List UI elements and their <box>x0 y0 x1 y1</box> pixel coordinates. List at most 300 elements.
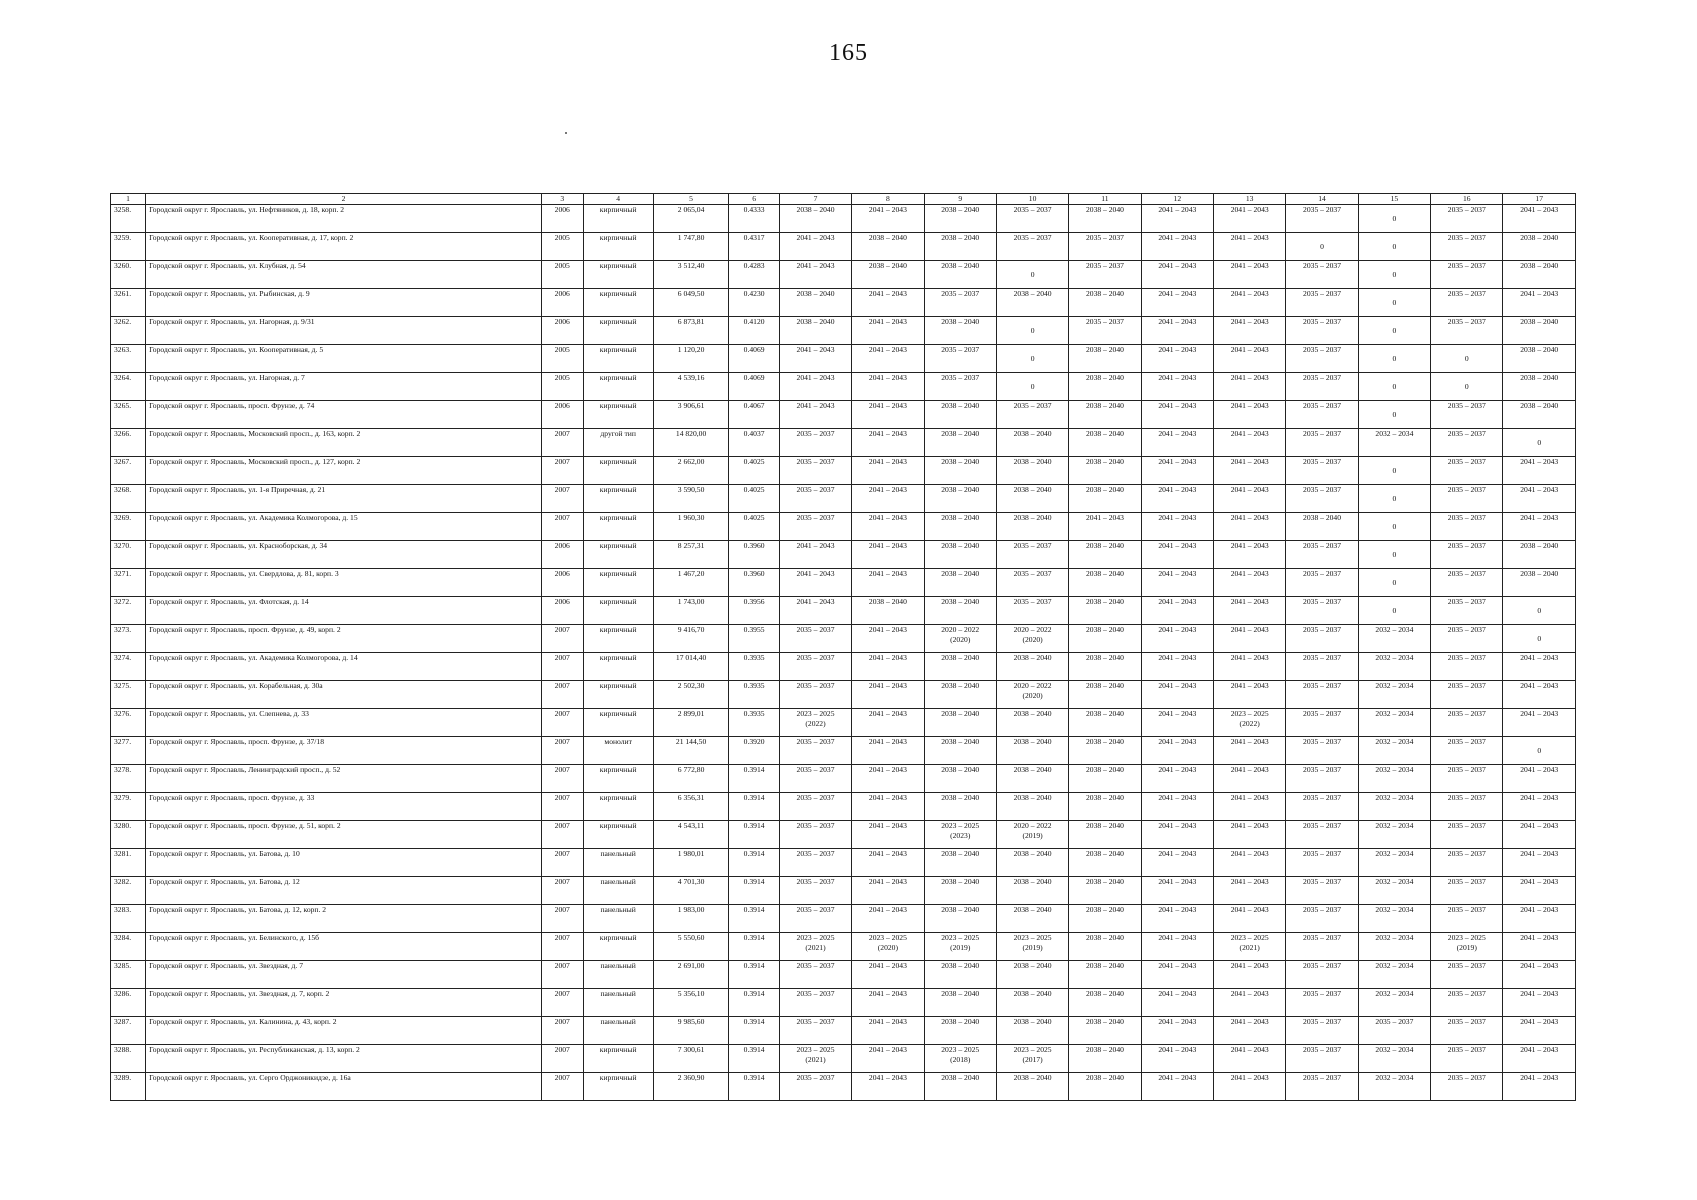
period-col-14-cell: 2035 – 2037 <box>1286 737 1358 765</box>
build-year-cell: 2006 <box>541 289 583 317</box>
period-col-8-cell: 2041 – 2043 <box>852 625 924 653</box>
period-actual-year: (2018) <box>950 1055 971 1064</box>
period-col-15-cell: 0 <box>1358 513 1430 541</box>
period-col-14-cell: 2035 – 2037 <box>1286 401 1358 429</box>
period-col-12-cell: 2041 – 2043 <box>1141 569 1213 597</box>
period-col-14-cell: 2035 – 2037 <box>1286 765 1358 793</box>
wall-material-cell: кирпичный <box>583 289 653 317</box>
period-range: 2020 – 2022 <box>941 625 980 634</box>
ratio-cell: 0.3914 <box>729 821 779 849</box>
table-row <box>111 205 1576 233</box>
address-cell: Городской округ г. Ярославль, ул. Батова, д. 12, корп. 2 <box>146 905 542 933</box>
period-col-15-cell: 2032 – 2034 <box>1358 905 1430 933</box>
period-range: 2020 – 2022 <box>1013 681 1052 690</box>
period-col-13-cell: 2041 – 2043 <box>1214 849 1286 877</box>
period-col-12-cell: 2041 – 2043 <box>1141 1017 1213 1045</box>
period-col-16-cell: 2035 – 2037 <box>1431 821 1503 849</box>
row-number-cell: 3286. <box>111 989 146 1017</box>
period-col-17-cell: 2041 – 2043 <box>1503 289 1576 317</box>
area-cell: 5 550,60 <box>653 933 729 961</box>
period-col-11-cell: 2038 – 2040 <box>1069 821 1141 849</box>
period-col-9-cell: 2038 – 2040 <box>924 877 996 905</box>
build-year-cell: 2007 <box>541 485 583 513</box>
period-range: 2023 – 2025 <box>1447 933 1486 942</box>
period-col-13-cell: 2041 – 2043 <box>1214 961 1286 989</box>
area-cell: 17 014,40 <box>653 653 729 681</box>
period-col-14-cell: 2035 – 2037 <box>1286 485 1358 513</box>
address-cell: Городской округ г. Ярославль, Ленинградский просп., д. 52 <box>146 765 542 793</box>
period-col-15-cell: 2032 – 2034 <box>1358 653 1430 681</box>
period-col-17-cell: 2041 – 2043 <box>1503 793 1576 821</box>
period-col-15-cell: 2032 – 2034 <box>1358 877 1430 905</box>
period-col-16-cell <box>1431 933 1503 961</box>
period-col-7-cell: 2035 – 2037 <box>779 653 851 681</box>
period-col-10-cell: 2035 – 2037 <box>996 597 1068 625</box>
period-col-16-cell: 2035 – 2037 <box>1431 989 1503 1017</box>
column-header-8: 8 <box>852 194 924 205</box>
build-year-cell: 2007 <box>541 793 583 821</box>
area-cell: 14 820,00 <box>653 429 729 457</box>
period-col-9-cell <box>924 933 996 961</box>
wall-material-cell: панельный <box>583 877 653 905</box>
period-col-13-cell: 2041 – 2043 <box>1214 317 1286 345</box>
area-cell: 6 356,31 <box>653 793 729 821</box>
period-col-16-cell: 2035 – 2037 <box>1431 793 1503 821</box>
period-col-15-cell: 0 <box>1358 541 1430 569</box>
period-col-10-cell: 2038 – 2040 <box>996 793 1068 821</box>
period-col-8-cell: 2041 – 2043 <box>852 205 924 233</box>
column-header-1: 1 <box>111 194 146 205</box>
row-number-cell: 3285. <box>111 961 146 989</box>
ratio-cell: 0.3960 <box>729 541 779 569</box>
period-col-9-cell <box>924 1045 996 1073</box>
table-row <box>111 401 1576 429</box>
area-cell: 1 983,00 <box>653 905 729 933</box>
row-number-cell: 3274. <box>111 653 146 681</box>
period-col-9-cell: 2035 – 2037 <box>924 345 996 373</box>
period-col-8-cell: 2041 – 2043 <box>852 681 924 709</box>
row-number-cell: 3278. <box>111 765 146 793</box>
column-header-5: 5 <box>653 194 729 205</box>
wall-material-cell: кирпичный <box>583 261 653 289</box>
period-col-11-cell: 2038 – 2040 <box>1069 653 1141 681</box>
period-col-15-cell: 0 <box>1358 569 1430 597</box>
period-col-11-cell: 2038 – 2040 <box>1069 765 1141 793</box>
ratio-cell: 0.4067 <box>729 401 779 429</box>
period-col-16-cell: 2035 – 2037 <box>1431 1045 1503 1073</box>
period-col-16-cell: 2035 – 2037 <box>1431 513 1503 541</box>
period-col-8-cell: 2041 – 2043 <box>852 429 924 457</box>
period-col-14-cell: 2035 – 2037 <box>1286 373 1358 401</box>
table-row <box>111 345 1576 373</box>
period-col-9-cell: 2038 – 2040 <box>924 541 996 569</box>
table-row <box>111 1017 1576 1045</box>
address-cell: Городской округ г. Ярославль, ул. Батова, д. 12 <box>146 877 542 905</box>
build-year-cell: 2007 <box>541 737 583 765</box>
column-header-10: 10 <box>996 194 1068 205</box>
period-col-17-cell: 2041 – 2043 <box>1503 877 1576 905</box>
build-year-cell: 2007 <box>541 933 583 961</box>
period-actual-year: (2019) <box>1456 943 1477 952</box>
period-range: 2023 – 2025 <box>868 933 907 942</box>
build-year-cell: 2007 <box>541 821 583 849</box>
period-col-17-cell: 2038 – 2040 <box>1503 373 1576 401</box>
period-col-11-cell: 2038 – 2040 <box>1069 569 1141 597</box>
wall-material-cell: кирпичный <box>583 485 653 513</box>
period-col-17-cell: 2038 – 2040 <box>1503 541 1576 569</box>
wall-material-cell: кирпичный <box>583 541 653 569</box>
row-number-cell: 3259. <box>111 233 146 261</box>
ratio-cell: 0.3914 <box>729 1073 779 1101</box>
period-col-9-cell: 2038 – 2040 <box>924 233 996 261</box>
period-col-10-cell: 2038 – 2040 <box>996 513 1068 541</box>
period-col-12-cell: 2041 – 2043 <box>1141 289 1213 317</box>
period-col-7-cell: 2035 – 2037 <box>779 793 851 821</box>
row-number-cell: 3281. <box>111 849 146 877</box>
period-col-10-cell: 2038 – 2040 <box>996 1017 1068 1045</box>
build-year-cell: 2007 <box>541 1045 583 1073</box>
wall-material-cell: кирпичный <box>583 457 653 485</box>
period-col-17-cell: 2041 – 2043 <box>1503 681 1576 709</box>
period-col-16-cell: 2035 – 2037 <box>1431 569 1503 597</box>
period-col-15-cell: 2032 – 2034 <box>1358 737 1430 765</box>
table-body <box>111 205 1576 1101</box>
period-col-9-cell: 2038 – 2040 <box>924 1017 996 1045</box>
build-year-cell: 2007 <box>541 877 583 905</box>
wall-material-cell: кирпичный <box>583 513 653 541</box>
table-row <box>111 513 1576 541</box>
period-col-8-cell: 2041 – 2043 <box>852 401 924 429</box>
period-col-8-cell: 2041 – 2043 <box>852 821 924 849</box>
period-col-7-cell: 2035 – 2037 <box>779 1017 851 1045</box>
period-col-10-cell: 0 <box>996 345 1068 373</box>
period-col-17-cell: 2038 – 2040 <box>1503 345 1576 373</box>
period-col-8-cell: 2041 – 2043 <box>852 513 924 541</box>
period-col-12-cell: 2041 – 2043 <box>1141 765 1213 793</box>
period-col-7-cell <box>779 933 851 961</box>
period-col-9-cell: 2038 – 2040 <box>924 961 996 989</box>
period-col-8-cell: 2041 – 2043 <box>852 849 924 877</box>
period-col-14-cell: 2035 – 2037 <box>1286 457 1358 485</box>
period-col-15-cell: 2032 – 2034 <box>1358 681 1430 709</box>
period-col-9-cell: 2038 – 2040 <box>924 989 996 1017</box>
period-col-7-cell: 2035 – 2037 <box>779 737 851 765</box>
build-year-cell: 2007 <box>541 1017 583 1045</box>
address-cell: Городской округ г. Ярославль, ул. Свердлова, д. 81, корп. 3 <box>146 569 542 597</box>
period-col-7-cell <box>779 709 851 737</box>
period-col-14-cell: 2035 – 2037 <box>1286 261 1358 289</box>
period-col-8-cell: 2038 – 2040 <box>852 597 924 625</box>
period-col-7-cell: 2038 – 2040 <box>779 289 851 317</box>
period-col-13-cell: 2041 – 2043 <box>1214 793 1286 821</box>
build-year-cell: 2007 <box>541 765 583 793</box>
period-col-15-cell: 0 <box>1358 401 1430 429</box>
period-col-12-cell: 2041 – 2043 <box>1141 933 1213 961</box>
column-number-row <box>111 194 1576 205</box>
wall-material-cell: панельный <box>583 961 653 989</box>
period-actual-year: (2021) <box>805 943 826 952</box>
wall-material-cell: кирпичный <box>583 709 653 737</box>
period-col-11-cell: 2038 – 2040 <box>1069 737 1141 765</box>
period-col-7-cell: 2035 – 2037 <box>779 485 851 513</box>
period-col-9-cell: 2038 – 2040 <box>924 429 996 457</box>
area-cell: 3 906,61 <box>653 401 729 429</box>
period-col-8-cell: 2041 – 2043 <box>852 1017 924 1045</box>
build-year-cell: 2007 <box>541 989 583 1017</box>
address-cell: Городской округ г. Ярославль, ул. Кооперативная, д. 5 <box>146 345 542 373</box>
area-cell: 6 772,80 <box>653 765 729 793</box>
period-col-7-cell: 2038 – 2040 <box>779 317 851 345</box>
table-row <box>111 877 1576 905</box>
period-col-9-cell: 2038 – 2040 <box>924 317 996 345</box>
period-col-13-cell <box>1214 933 1286 961</box>
address-cell: Городской округ г. Ярославль, ул. Батова, д. 10 <box>146 849 542 877</box>
wall-material-cell: кирпичный <box>583 401 653 429</box>
period-actual-year: (2019) <box>1022 943 1043 952</box>
period-col-13-cell: 2041 – 2043 <box>1214 233 1286 261</box>
period-col-16-cell: 2035 – 2037 <box>1431 457 1503 485</box>
period-col-7-cell <box>779 1045 851 1073</box>
period-col-8-cell: 2041 – 2043 <box>852 793 924 821</box>
period-col-10-cell: 2035 – 2037 <box>996 541 1068 569</box>
period-col-12-cell: 2041 – 2043 <box>1141 401 1213 429</box>
column-header-9: 9 <box>924 194 996 205</box>
period-col-15-cell: 2032 – 2034 <box>1358 1073 1430 1101</box>
build-year-cell: 2007 <box>541 849 583 877</box>
period-actual-year: (2022) <box>805 719 826 728</box>
period-col-10-cell: 0 <box>996 373 1068 401</box>
ratio-cell: 0.3914 <box>729 1017 779 1045</box>
address-cell: Городской округ г. Ярославль, ул. Академика Колмогорова, д. 15 <box>146 513 542 541</box>
address-cell: Городской округ г. Ярославль, просп. Фрунзе, д. 74 <box>146 401 542 429</box>
period-col-16-cell: 2035 – 2037 <box>1431 261 1503 289</box>
period-col-16-cell: 2035 – 2037 <box>1431 877 1503 905</box>
period-col-15-cell: 0 <box>1358 233 1430 261</box>
address-cell: Городской округ г. Ярославль, Московский просп., д. 163, корп. 2 <box>146 429 542 457</box>
period-col-17-cell: 2041 – 2043 <box>1503 457 1576 485</box>
period-range: 2023 – 2025 <box>796 709 835 718</box>
period-col-9-cell: 2038 – 2040 <box>924 653 996 681</box>
period-col-13-cell: 2041 – 2043 <box>1214 457 1286 485</box>
period-range: 2023 – 2025 <box>941 933 980 942</box>
period-col-10-cell: 2038 – 2040 <box>996 989 1068 1017</box>
period-col-15-cell: 0 <box>1358 457 1430 485</box>
build-year-cell: 2007 <box>541 905 583 933</box>
address-cell: Городской округ г. Ярославль, ул. Флотская, д. 14 <box>146 597 542 625</box>
period-col-7-cell: 2035 – 2037 <box>779 821 851 849</box>
ratio-cell: 0.3914 <box>729 1045 779 1073</box>
table-row <box>111 989 1576 1017</box>
table-row <box>111 317 1576 345</box>
address-cell: Городской округ г. Ярославль, ул. Республиканская, д. 13, корп. 2 <box>146 1045 542 1073</box>
period-range: 2023 – 2025 <box>1230 709 1269 718</box>
period-col-8-cell: 2041 – 2043 <box>852 1073 924 1101</box>
period-col-11-cell: 2038 – 2040 <box>1069 961 1141 989</box>
column-header-7: 7 <box>779 194 851 205</box>
period-col-13-cell: 2041 – 2043 <box>1214 821 1286 849</box>
wall-material-cell: кирпичный <box>583 345 653 373</box>
period-col-13-cell: 2041 – 2043 <box>1214 625 1286 653</box>
period-col-12-cell: 2041 – 2043 <box>1141 597 1213 625</box>
period-col-10-cell: 2038 – 2040 <box>996 289 1068 317</box>
area-cell: 4 701,30 <box>653 877 729 905</box>
period-col-13-cell: 2041 – 2043 <box>1214 1045 1286 1073</box>
period-col-13-cell <box>1214 709 1286 737</box>
period-col-17-cell: 2038 – 2040 <box>1503 401 1576 429</box>
area-cell: 21 144,50 <box>653 737 729 765</box>
build-year-cell: 2007 <box>541 1073 583 1101</box>
period-col-15-cell: 0 <box>1358 205 1430 233</box>
period-range: 2023 – 2025 <box>941 1045 980 1054</box>
period-col-9-cell: 2038 – 2040 <box>924 1073 996 1101</box>
address-cell: Городской округ г. Ярославль, ул. Нефтяников, д. 18, корп. 2 <box>146 205 542 233</box>
address-cell: Городской округ г. Ярославль, ул. Красноборская, д. 34 <box>146 541 542 569</box>
area-cell: 1 743,00 <box>653 597 729 625</box>
period-col-14-cell: 2035 – 2037 <box>1286 905 1358 933</box>
period-col-15-cell: 2032 – 2034 <box>1358 625 1430 653</box>
period-col-11-cell: 2038 – 2040 <box>1069 373 1141 401</box>
row-number-cell: 3273. <box>111 625 146 653</box>
period-col-15-cell: 2032 – 2034 <box>1358 1045 1430 1073</box>
area-cell: 6 049,50 <box>653 289 729 317</box>
period-col-10-cell: 2035 – 2037 <box>996 569 1068 597</box>
ratio-cell: 0.4069 <box>729 345 779 373</box>
build-year-cell: 2007 <box>541 709 583 737</box>
period-col-10-cell <box>996 933 1068 961</box>
row-number-cell: 3267. <box>111 457 146 485</box>
period-col-17-cell: 2041 – 2043 <box>1503 1073 1576 1101</box>
column-header-13: 13 <box>1214 194 1286 205</box>
period-col-15-cell: 2035 – 2037 <box>1358 1017 1430 1045</box>
ratio-cell: 0.3914 <box>729 961 779 989</box>
period-col-11-cell: 2041 – 2043 <box>1069 513 1141 541</box>
period-col-12-cell: 2041 – 2043 <box>1141 737 1213 765</box>
period-col-12-cell: 2041 – 2043 <box>1141 821 1213 849</box>
period-col-15-cell: 2032 – 2034 <box>1358 793 1430 821</box>
period-col-8-cell: 2041 – 2043 <box>852 317 924 345</box>
period-col-7-cell: 2041 – 2043 <box>779 261 851 289</box>
period-col-8-cell: 2041 – 2043 <box>852 457 924 485</box>
address-cell: Городской округ г. Ярославль, ул. Серго Орджоникидзе, д. 16а <box>146 1073 542 1101</box>
ratio-cell: 0.4025 <box>729 457 779 485</box>
column-header-11: 11 <box>1069 194 1141 205</box>
period-col-16-cell: 2035 – 2037 <box>1431 541 1503 569</box>
period-col-8-cell: 2041 – 2043 <box>852 289 924 317</box>
period-col-8-cell: 2041 – 2043 <box>852 485 924 513</box>
area-cell: 4 543,11 <box>653 821 729 849</box>
ratio-cell: 0.3914 <box>729 989 779 1017</box>
period-col-11-cell: 2038 – 2040 <box>1069 1073 1141 1101</box>
column-header-2: 2 <box>146 194 542 205</box>
period-col-14-cell: 2035 – 2037 <box>1286 793 1358 821</box>
period-col-11-cell: 2038 – 2040 <box>1069 541 1141 569</box>
period-actual-year: (2021) <box>805 1055 826 1064</box>
period-col-10-cell: 2038 – 2040 <box>996 961 1068 989</box>
period-col-11-cell: 2038 – 2040 <box>1069 205 1141 233</box>
period-col-9-cell: 2038 – 2040 <box>924 905 996 933</box>
period-col-16-cell: 2035 – 2037 <box>1431 709 1503 737</box>
period-col-11-cell: 2038 – 2040 <box>1069 289 1141 317</box>
period-col-10-cell <box>996 821 1068 849</box>
period-col-17-cell: 2041 – 2043 <box>1503 765 1576 793</box>
row-number-cell: 3270. <box>111 541 146 569</box>
period-col-8-cell: 2041 – 2043 <box>852 765 924 793</box>
period-col-16-cell: 2035 – 2037 <box>1431 681 1503 709</box>
area-cell: 7 300,61 <box>653 1045 729 1073</box>
period-col-7-cell: 2035 – 2037 <box>779 1073 851 1101</box>
wall-material-cell: панельный <box>583 849 653 877</box>
row-number-cell: 3269. <box>111 513 146 541</box>
period-col-7-cell: 2035 – 2037 <box>779 849 851 877</box>
period-col-16-cell: 2035 – 2037 <box>1431 625 1503 653</box>
period-col-15-cell: 0 <box>1358 289 1430 317</box>
period-col-14-cell: 2035 – 2037 <box>1286 709 1358 737</box>
period-col-10-cell: 0 <box>996 261 1068 289</box>
period-actual-year: (2019) <box>1022 831 1043 840</box>
table-row <box>111 961 1576 989</box>
period-col-7-cell: 2041 – 2043 <box>779 373 851 401</box>
table-row <box>111 429 1576 457</box>
period-col-17-cell: 2041 – 2043 <box>1503 905 1576 933</box>
period-col-17-cell: 2041 – 2043 <box>1503 513 1576 541</box>
period-col-13-cell: 2041 – 2043 <box>1214 989 1286 1017</box>
area-cell: 5 356,10 <box>653 989 729 1017</box>
address-cell: Городской округ г. Ярославль, ул. Академика Колмогорова, д. 14 <box>146 653 542 681</box>
period-col-9-cell <box>924 821 996 849</box>
period-col-7-cell: 2035 – 2037 <box>779 989 851 1017</box>
period-col-12-cell: 2041 – 2043 <box>1141 625 1213 653</box>
period-col-9-cell: 2038 – 2040 <box>924 681 996 709</box>
build-year-cell: 2005 <box>541 233 583 261</box>
period-col-12-cell: 2041 – 2043 <box>1141 709 1213 737</box>
period-col-9-cell: 2038 – 2040 <box>924 513 996 541</box>
period-col-9-cell: 2038 – 2040 <box>924 849 996 877</box>
period-col-10-cell <box>996 681 1068 709</box>
period-col-15-cell: 0 <box>1358 261 1430 289</box>
period-col-14-cell: 2035 – 2037 <box>1286 961 1358 989</box>
period-col-15-cell: 2032 – 2034 <box>1358 429 1430 457</box>
period-col-10-cell: 2035 – 2037 <box>996 233 1068 261</box>
period-col-17-cell: 0 <box>1503 737 1576 765</box>
period-col-12-cell: 2041 – 2043 <box>1141 1045 1213 1073</box>
period-col-13-cell: 2041 – 2043 <box>1214 205 1286 233</box>
period-range: 2023 – 2025 <box>796 1045 835 1054</box>
wall-material-cell: панельный <box>583 905 653 933</box>
table-row <box>111 793 1576 821</box>
period-col-8-cell: 2041 – 2043 <box>852 345 924 373</box>
period-col-14-cell: 2038 – 2040 <box>1286 513 1358 541</box>
period-col-12-cell: 2041 – 2043 <box>1141 485 1213 513</box>
address-cell: Городской округ г. Ярославль, просп. Фрунзе, д. 51, корп. 2 <box>146 821 542 849</box>
area-cell: 9 985,60 <box>653 1017 729 1045</box>
period-col-7-cell: 2035 – 2037 <box>779 681 851 709</box>
period-col-13-cell: 2041 – 2043 <box>1214 681 1286 709</box>
period-actual-year: (2017) <box>1022 1055 1043 1064</box>
ratio-cell: 0.3914 <box>729 765 779 793</box>
build-year-cell: 2007 <box>541 513 583 541</box>
ratio-cell: 0.3956 <box>729 597 779 625</box>
row-number-cell: 3266. <box>111 429 146 457</box>
period-col-16-cell: 2035 – 2037 <box>1431 961 1503 989</box>
period-col-17-cell: 2041 – 2043 <box>1503 989 1576 1017</box>
period-col-12-cell: 2041 – 2043 <box>1141 541 1213 569</box>
period-col-11-cell: 2038 – 2040 <box>1069 457 1141 485</box>
period-col-8-cell: 2041 – 2043 <box>852 653 924 681</box>
period-actual-year: (2021) <box>1239 943 1260 952</box>
period-col-9-cell: 2038 – 2040 <box>924 793 996 821</box>
period-col-17-cell: 0 <box>1503 625 1576 653</box>
wall-material-cell: кирпичный <box>583 1045 653 1073</box>
